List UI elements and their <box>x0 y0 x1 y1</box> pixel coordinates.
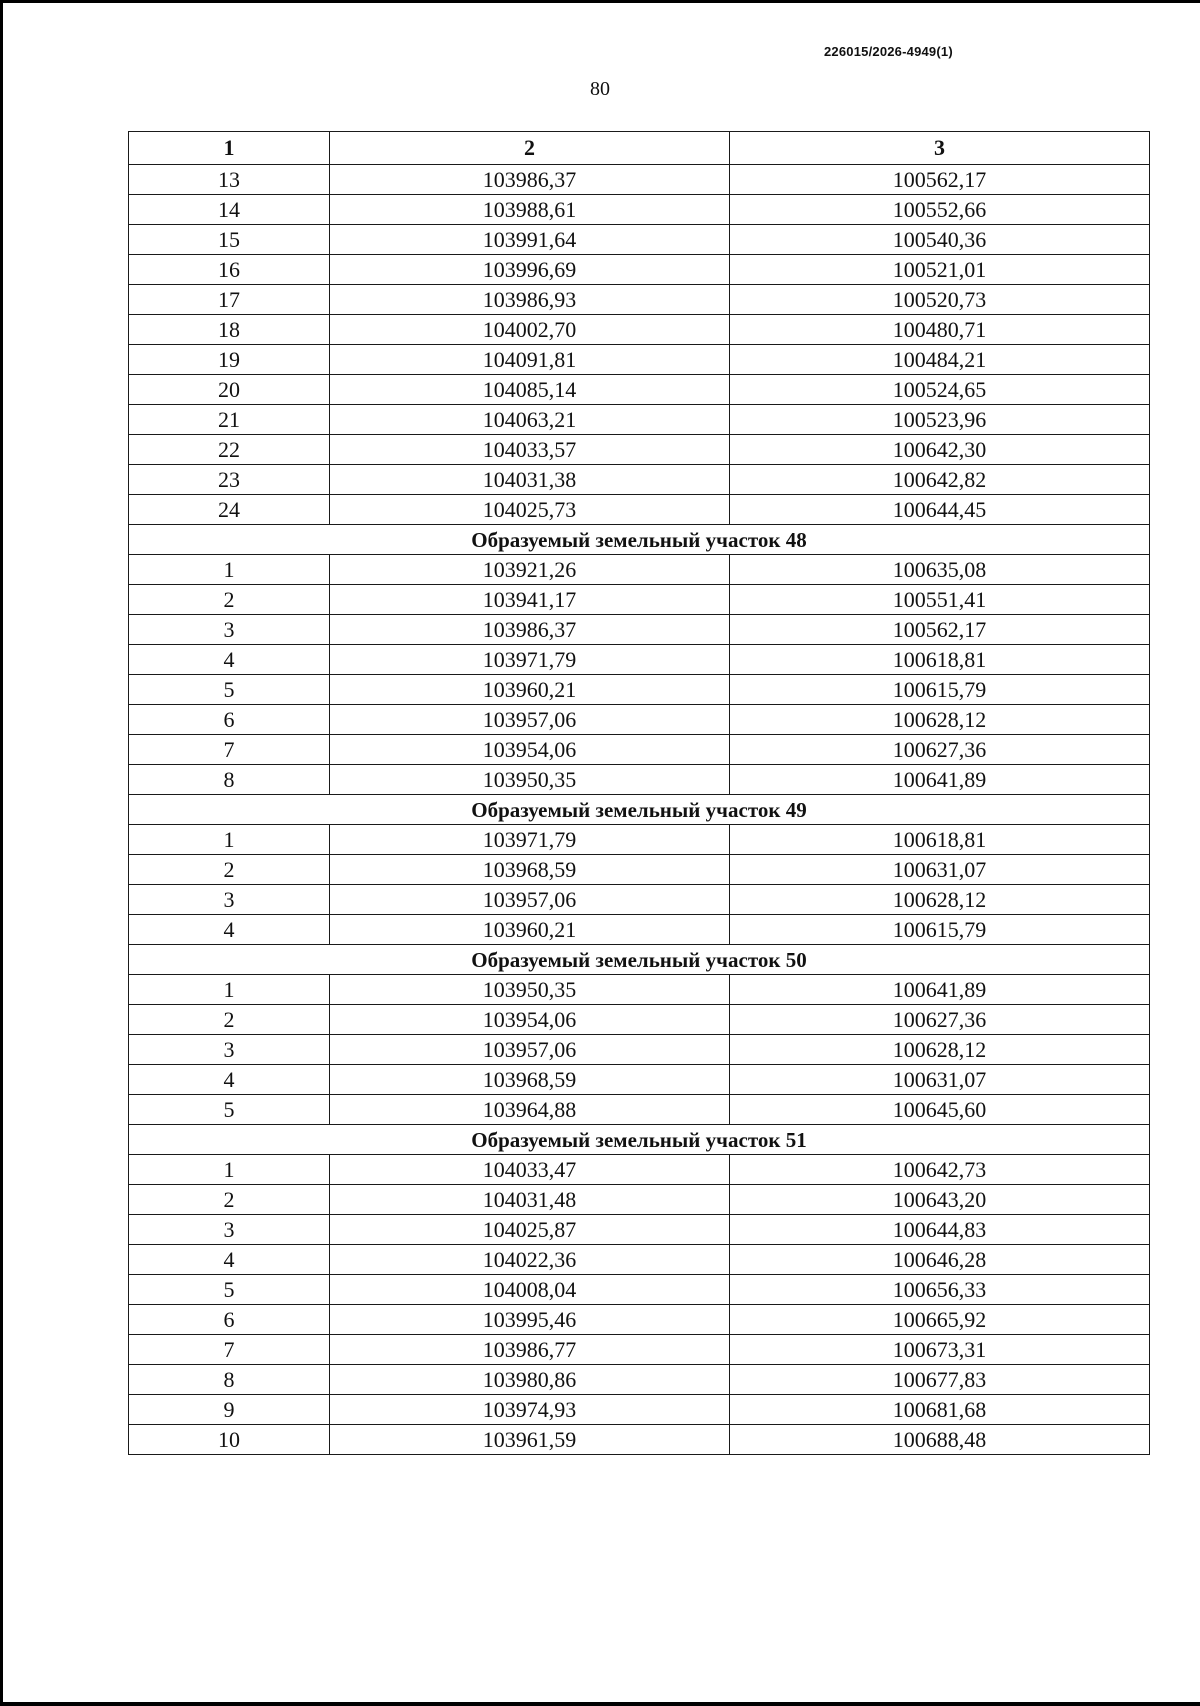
y-coordinate-cell: 100641,89 <box>730 765 1150 795</box>
table-header-row <box>129 132 1150 165</box>
point-number-cell: 5 <box>129 1275 330 1305</box>
section-title: Образуемый земельный участок 49 <box>129 795 1150 825</box>
point-number-cell: 1 <box>129 1155 330 1185</box>
y-coordinate-cell: 100615,79 <box>730 915 1150 945</box>
y-coordinate-cell: 100540,36 <box>730 225 1150 255</box>
point-number-cell: 4 <box>129 915 330 945</box>
table-row <box>129 1005 1150 1035</box>
point-number-cell: 20 <box>129 375 330 405</box>
document-reference-number: 226015/2026-4949(1) <box>824 44 953 59</box>
column-header-x: 2 <box>330 132 730 165</box>
table-row <box>129 585 1150 615</box>
point-number-cell: 7 <box>129 1335 330 1365</box>
x-coordinate-cell: 104022,36 <box>330 1245 730 1275</box>
section-header-row <box>129 945 1150 975</box>
y-coordinate-cell: 100646,28 <box>730 1245 1150 1275</box>
y-coordinate-cell: 100618,81 <box>730 825 1150 855</box>
section-header-row <box>129 525 1150 555</box>
section-header-row <box>129 795 1150 825</box>
table-row <box>129 735 1150 765</box>
y-coordinate-cell: 100635,08 <box>730 555 1150 585</box>
point-number-cell: 2 <box>129 1005 330 1035</box>
y-coordinate-cell: 100688,48 <box>730 1425 1150 1455</box>
x-coordinate-cell: 104033,57 <box>330 435 730 465</box>
coordinates-table <box>128 131 1150 1455</box>
table-row <box>129 495 1150 525</box>
table-row <box>129 705 1150 735</box>
table-row <box>129 855 1150 885</box>
y-coordinate-cell: 100628,12 <box>730 705 1150 735</box>
table-row <box>129 675 1150 705</box>
point-number-cell: 17 <box>129 285 330 315</box>
point-number-cell: 1 <box>129 975 330 1005</box>
point-number-cell: 10 <box>129 1425 330 1455</box>
scan-edge-top <box>0 0 1200 3</box>
y-coordinate-cell: 100642,30 <box>730 435 1150 465</box>
x-coordinate-cell: 103921,26 <box>330 555 730 585</box>
y-coordinate-cell: 100523,96 <box>730 405 1150 435</box>
point-number-cell: 6 <box>129 705 330 735</box>
point-number-cell: 23 <box>129 465 330 495</box>
point-number-cell: 14 <box>129 195 330 225</box>
page-number: 80 <box>590 78 610 100</box>
table-row <box>129 1425 1150 1455</box>
y-coordinate-cell: 100520,73 <box>730 285 1150 315</box>
y-coordinate-cell: 100644,83 <box>730 1215 1150 1245</box>
y-coordinate-cell: 100524,65 <box>730 375 1150 405</box>
x-coordinate-cell: 103986,37 <box>330 165 730 195</box>
table-row <box>129 345 1150 375</box>
point-number-cell: 16 <box>129 255 330 285</box>
y-coordinate-cell: 100642,82 <box>730 465 1150 495</box>
table-row <box>129 1065 1150 1095</box>
point-number-cell: 1 <box>129 555 330 585</box>
x-coordinate-cell: 104033,47 <box>330 1155 730 1185</box>
y-coordinate-cell: 100641,89 <box>730 975 1150 1005</box>
table-row <box>129 405 1150 435</box>
table-row <box>129 825 1150 855</box>
table-row <box>129 1245 1150 1275</box>
table-row <box>129 1095 1150 1125</box>
x-coordinate-cell: 103995,46 <box>330 1305 730 1335</box>
y-coordinate-cell: 100628,12 <box>730 1035 1150 1065</box>
y-coordinate-cell: 100615,79 <box>730 675 1150 705</box>
x-coordinate-cell: 103950,35 <box>330 765 730 795</box>
y-coordinate-cell: 100644,45 <box>730 495 1150 525</box>
table-row <box>129 915 1150 945</box>
table-row <box>129 375 1150 405</box>
point-number-cell: 7 <box>129 735 330 765</box>
x-coordinate-cell: 103957,06 <box>330 705 730 735</box>
table-row <box>129 885 1150 915</box>
table-row <box>129 1335 1150 1365</box>
y-coordinate-cell: 100631,07 <box>730 1065 1150 1095</box>
y-coordinate-cell: 100521,01 <box>730 255 1150 285</box>
x-coordinate-cell: 103968,59 <box>330 855 730 885</box>
x-coordinate-cell: 103957,06 <box>330 1035 730 1065</box>
table-row <box>129 1305 1150 1335</box>
table-row <box>129 315 1150 345</box>
x-coordinate-cell: 103971,79 <box>330 825 730 855</box>
point-number-cell: 1 <box>129 825 330 855</box>
table-row <box>129 1035 1150 1065</box>
point-number-cell: 2 <box>129 1185 330 1215</box>
column-header-y: 3 <box>730 132 1150 165</box>
table-row <box>129 465 1150 495</box>
section-title: Образуемый земельный участок 50 <box>129 945 1150 975</box>
point-number-cell: 18 <box>129 315 330 345</box>
x-coordinate-cell: 103964,88 <box>330 1095 730 1125</box>
table-row <box>129 645 1150 675</box>
x-coordinate-cell: 103968,59 <box>330 1065 730 1095</box>
x-coordinate-cell: 103954,06 <box>330 1005 730 1035</box>
point-number-cell: 13 <box>129 165 330 195</box>
x-coordinate-cell: 104063,21 <box>330 405 730 435</box>
x-coordinate-cell: 104025,73 <box>330 495 730 525</box>
x-coordinate-cell: 103954,06 <box>330 735 730 765</box>
table-row <box>129 1185 1150 1215</box>
x-coordinate-cell: 103960,21 <box>330 675 730 705</box>
point-number-cell: 3 <box>129 1035 330 1065</box>
x-coordinate-cell: 104002,70 <box>330 315 730 345</box>
point-number-cell: 4 <box>129 1245 330 1275</box>
point-number-cell: 6 <box>129 1305 330 1335</box>
section-title: Образуемый земельный участок 51 <box>129 1125 1150 1155</box>
point-number-cell: 5 <box>129 675 330 705</box>
table-row <box>129 555 1150 585</box>
x-coordinate-cell: 103986,77 <box>330 1335 730 1365</box>
y-coordinate-cell: 100677,83 <box>730 1365 1150 1395</box>
y-coordinate-cell: 100628,12 <box>730 885 1150 915</box>
point-number-cell: 5 <box>129 1095 330 1125</box>
point-number-cell: 3 <box>129 1215 330 1245</box>
table-row <box>129 1155 1150 1185</box>
section-title: Образуемый земельный участок 48 <box>129 525 1150 555</box>
section-header-row <box>129 1125 1150 1155</box>
y-coordinate-cell: 100673,31 <box>730 1335 1150 1365</box>
x-coordinate-cell: 104031,48 <box>330 1185 730 1215</box>
x-coordinate-cell: 103988,61 <box>330 195 730 225</box>
point-number-cell: 4 <box>129 645 330 675</box>
table-row <box>129 195 1150 225</box>
point-number-cell: 3 <box>129 615 330 645</box>
table-row <box>129 615 1150 645</box>
point-number-cell: 4 <box>129 1065 330 1095</box>
y-coordinate-cell: 100618,81 <box>730 645 1150 675</box>
point-number-cell: 3 <box>129 885 330 915</box>
y-coordinate-cell: 100562,17 <box>730 615 1150 645</box>
point-number-cell: 21 <box>129 405 330 435</box>
y-coordinate-cell: 100627,36 <box>730 1005 1150 1035</box>
scan-edge-left <box>0 0 3 1706</box>
point-number-cell: 19 <box>129 345 330 375</box>
scan-edge-bottom <box>0 1702 1200 1706</box>
table-row <box>129 1275 1150 1305</box>
y-coordinate-cell: 100642,73 <box>730 1155 1150 1185</box>
table-row <box>129 225 1150 255</box>
x-coordinate-cell: 104031,38 <box>330 465 730 495</box>
point-number-cell: 8 <box>129 765 330 795</box>
x-coordinate-cell: 103996,69 <box>330 255 730 285</box>
point-number-cell: 9 <box>129 1395 330 1425</box>
coordinates-table-body <box>129 132 1150 1455</box>
x-coordinate-cell: 103986,37 <box>330 615 730 645</box>
y-coordinate-cell: 100645,60 <box>730 1095 1150 1125</box>
y-coordinate-cell: 100681,68 <box>730 1395 1150 1425</box>
y-coordinate-cell: 100484,21 <box>730 345 1150 375</box>
x-coordinate-cell: 104085,14 <box>330 375 730 405</box>
x-coordinate-cell: 103961,59 <box>330 1425 730 1455</box>
x-coordinate-cell: 103950,35 <box>330 975 730 1005</box>
table-row <box>129 1395 1150 1425</box>
point-number-cell: 8 <box>129 1365 330 1395</box>
table-row <box>129 1215 1150 1245</box>
table-row <box>129 435 1150 465</box>
table-row <box>129 255 1150 285</box>
point-number-cell: 15 <box>129 225 330 255</box>
x-coordinate-cell: 104008,04 <box>330 1275 730 1305</box>
x-coordinate-cell: 103960,21 <box>330 915 730 945</box>
x-coordinate-cell: 103974,93 <box>330 1395 730 1425</box>
table-row <box>129 285 1150 315</box>
x-coordinate-cell: 103980,86 <box>330 1365 730 1395</box>
y-coordinate-cell: 100643,20 <box>730 1185 1150 1215</box>
y-coordinate-cell: 100562,17 <box>730 165 1150 195</box>
y-coordinate-cell: 100631,07 <box>730 855 1150 885</box>
x-coordinate-cell: 103957,06 <box>330 885 730 915</box>
x-coordinate-cell: 103986,93 <box>330 285 730 315</box>
point-number-cell: 22 <box>129 435 330 465</box>
x-coordinate-cell: 104091,81 <box>330 345 730 375</box>
table-row <box>129 975 1150 1005</box>
y-coordinate-cell: 100665,92 <box>730 1305 1150 1335</box>
point-number-cell: 2 <box>129 855 330 885</box>
table-row <box>129 765 1150 795</box>
y-coordinate-cell: 100551,41 <box>730 585 1150 615</box>
coordinates-table-container <box>128 131 1149 1455</box>
table-row <box>129 1365 1150 1395</box>
y-coordinate-cell: 100552,66 <box>730 195 1150 225</box>
point-number-cell: 24 <box>129 495 330 525</box>
table-row <box>129 165 1150 195</box>
x-coordinate-cell: 103971,79 <box>330 645 730 675</box>
point-number-cell: 2 <box>129 585 330 615</box>
y-coordinate-cell: 100656,33 <box>730 1275 1150 1305</box>
x-coordinate-cell: 103941,17 <box>330 585 730 615</box>
column-header-point-number: 1 <box>129 132 330 165</box>
y-coordinate-cell: 100480,71 <box>730 315 1150 345</box>
x-coordinate-cell: 103991,64 <box>330 225 730 255</box>
y-coordinate-cell: 100627,36 <box>730 735 1150 765</box>
x-coordinate-cell: 104025,87 <box>330 1215 730 1245</box>
